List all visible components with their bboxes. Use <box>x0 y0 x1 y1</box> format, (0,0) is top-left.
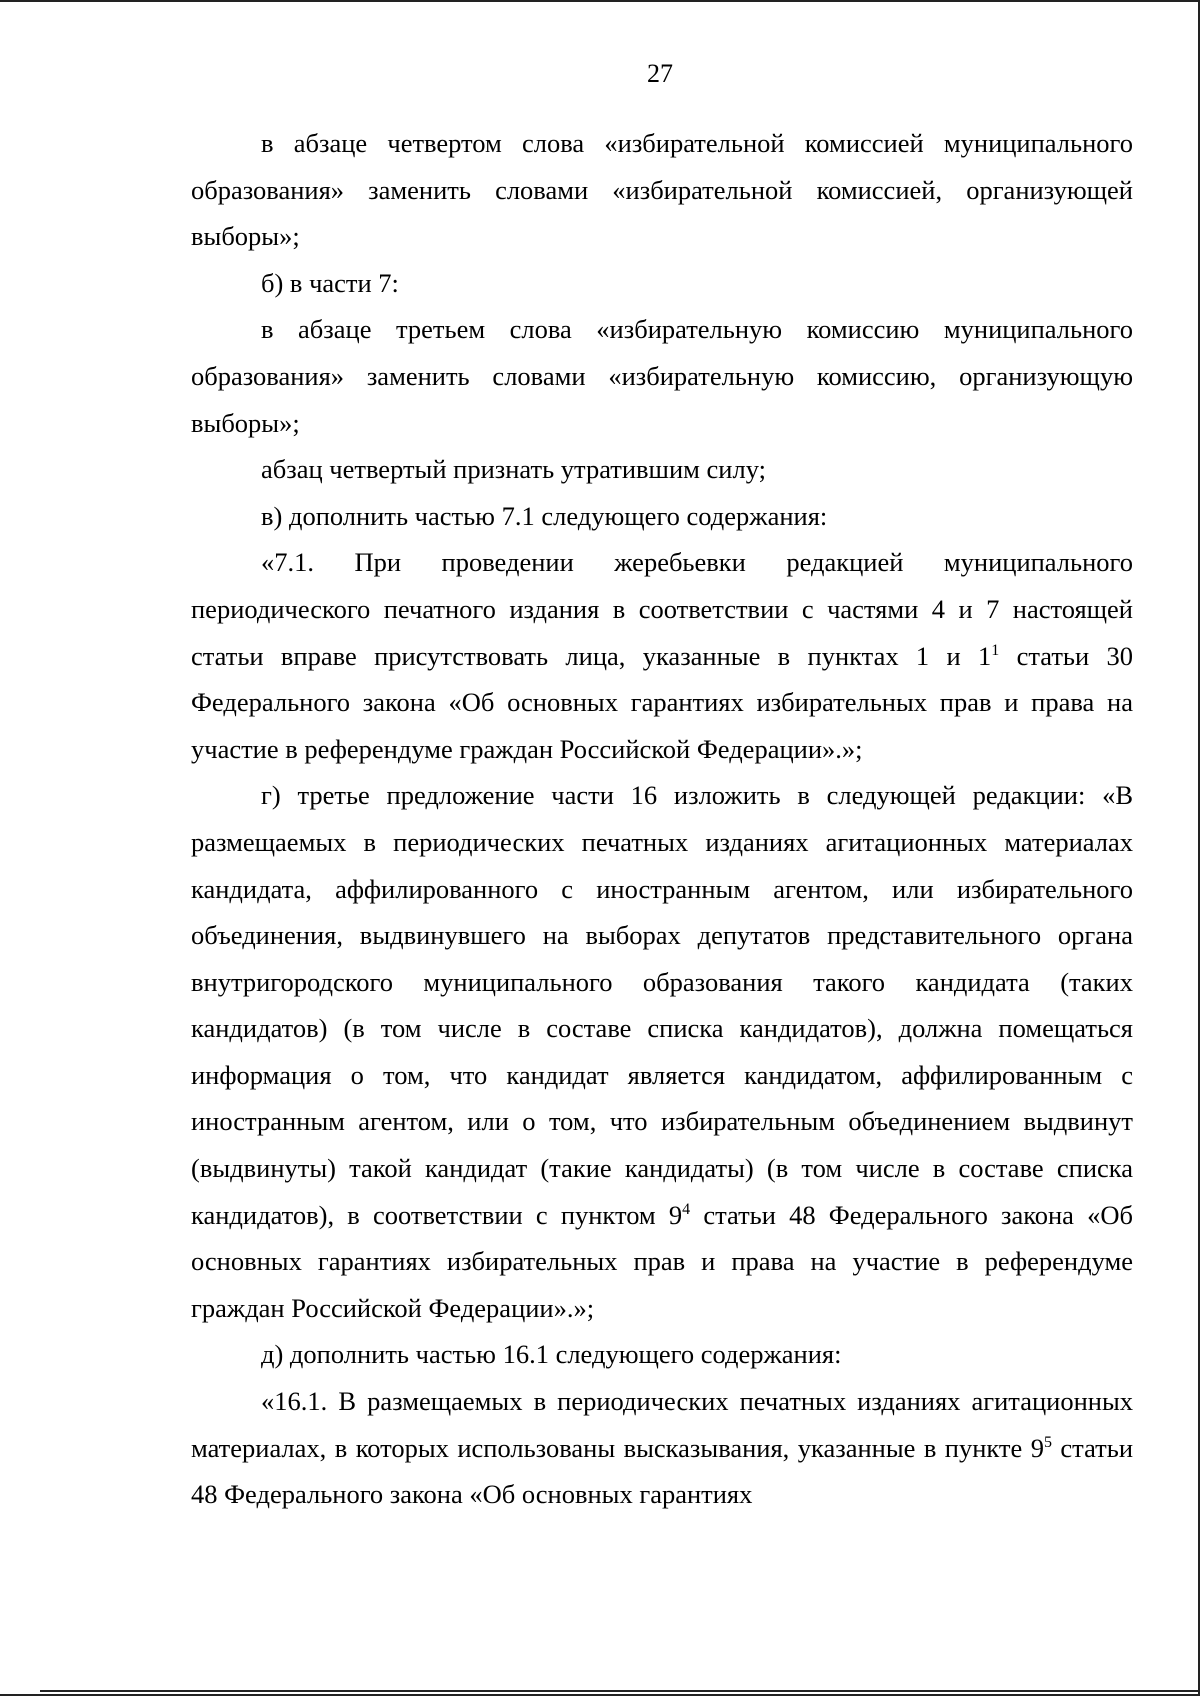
paragraph-text-part: статьи 30 Федерального закона «Об основных гарантиях избирательных прав и права на участие в референдуме граждан Российской Федерации».»; <box>191 640 1133 764</box>
paragraph-chast-16-text <box>191 772 1133 1331</box>
paragraph-abzats-chetvertyi: в абзаце четвертом слова «избирательной комиссией муниципального образования» заменить словами «избирательной комиссией, организующей выборы»; <box>191 128 1133 252</box>
paragraph-text-part: «16.1. В размещаемых в периодических печатных изданиях агитационных материалах, в которых использованы высказывания, указанные в пункте 9 <box>191 1386 1133 1463</box>
superscript-index: 1 <box>991 641 1000 659</box>
paragraph-text-part: статьи 48 Федерального закона «Об основных гарантиях избирательных прав и права на участие в референдуме граждан Российской Федерации».»; <box>191 1199 1133 1323</box>
bottom-rule <box>40 1690 1200 1692</box>
superscript-index: 5 <box>1043 1433 1052 1451</box>
superscript-index: 4 <box>682 1200 691 1218</box>
paragraph-text-part: г) третье предложение части 16 изложить в следующей редакции: «В размещаемых в периодических печатных изданиях агитационных материалах кандидата, аффилированного с иностранным агентом, или избирательного объединения, выдвинувшего на выборах депутатов представительного органа внутригородского муниципального образования такого кандидата (таких кандидатов) (в том числе в составе списка кандидатов), должна помещаться информация о том, что кандидат является кандидатом, аффилированным с иностранным агентом, или о том, что избирательным объединением выдвинут (выдвинуты) такой кандидат (такие кандидаты) (в том числе в составе списка кандидатов), в соответствии с пунктом 9 <box>191 780 1133 1230</box>
paragraph-chast-7-header: б) в части 7: <box>261 267 399 298</box>
paragraph-chast-7-1-header: в) дополнить частью 7.1 следующего содержания: <box>261 500 828 531</box>
paragraph-chast-16-1-header: д) дополнить частью 16.1 следующего содержания: <box>261 1339 842 1370</box>
paragraph-chast-7-1-text <box>191 539 1133 772</box>
document-body <box>191 120 1133 1518</box>
paragraph-abzats-utrativshim: абзац четвертый признать утратившим силу; <box>261 454 766 485</box>
paragraph-abzats-tretii: в абзаце третьем слова «избирательную комиссию муниципального образования» заменить словами «избирательную комиссию, организующую выборы»; <box>191 314 1133 438</box>
paragraph-chast-16-1-text <box>191 1378 1133 1518</box>
page-number: 27 <box>647 59 673 88</box>
paragraph-text-part: статьи 48 Федерального закона «Об основных гарантиях <box>191 1432 1134 1510</box>
paragraph-text-part: «7.1. При проведении жеребьевки редакцией муниципального периодического печатного издания в соответствии с частями 4 и 7 настоящей статьи вправе присутствовать лица, указанные в пунктах 1 и 1 <box>191 547 1133 671</box>
